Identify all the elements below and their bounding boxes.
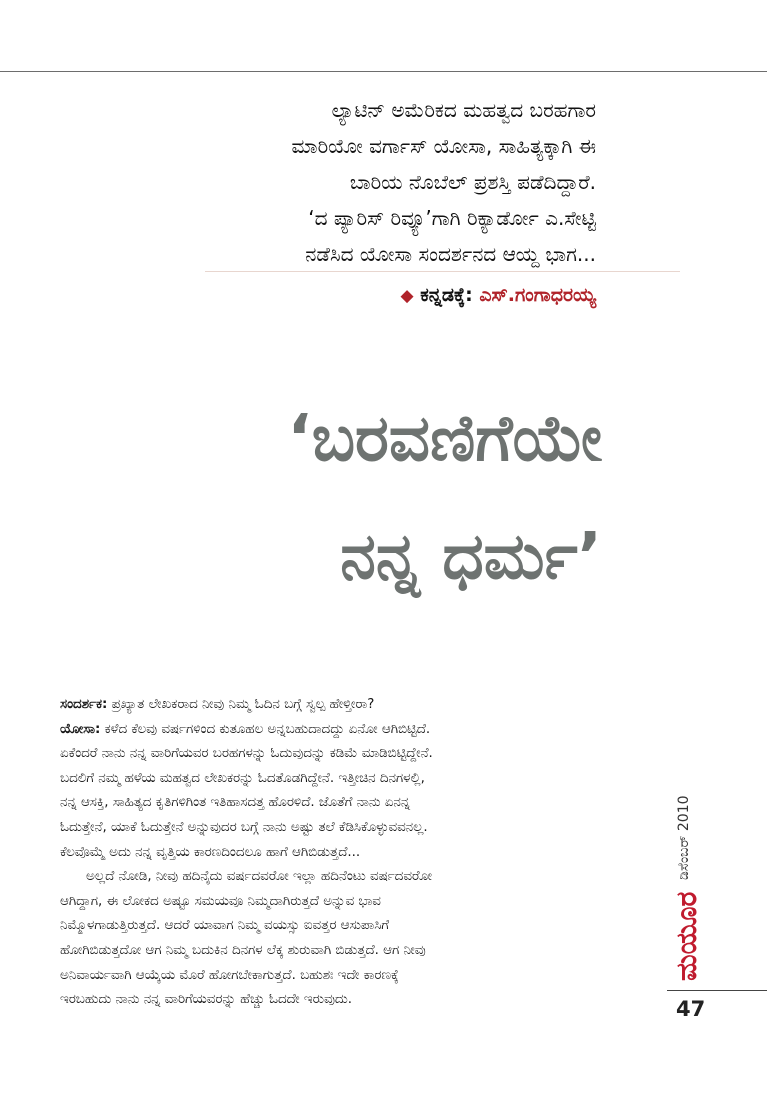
body-line: ಆಗಿದ್ದಾಗ, ಈ ಲೋಕದ ಅಷ್ಟೂ ಸಮಯವೂ ನಿಮ್ಮದಾಗಿರುತ್ತದೆ ಅನ್ನುವ ಭಾವ: [60, 893, 381, 909]
intro-line: ‘ದ ಪ್ಯಾರಿಸ್ ರಿವ್ಯೂ’ಗಾಗಿ ರಿಕ್ಯಾರ್ಡೋ ಎ.ಸೇಟ್ಟಿ: [308, 206, 596, 230]
intro-line: ಮಾರಿಯೋ ವರ್ಗಾಸ್ ಯೋಸಾ, ಸಾಹಿತ್ಯಕ್ಕಾಗಿ ಈ: [291, 134, 596, 158]
body-line: ಬದಲಿಗೆ ನಮ್ಮ ಹಳೆಯ ಮಹತ್ವದ ಲೇಖಕರನ್ನು ಓದತೊಡಗಿದ್ದೇನೆ. ಇತ್ತೀಚಿನ ದಿನಗಳಲ್ಲಿ,: [60, 770, 425, 786]
question-text: ಪ್ರಖ್ಯಾತ ಲೇಖಕರಾದ ನೀವು ನಿಮ್ಮ ಓದಿನ ಬಗ್ಗೆ ಸ್ವಲ್ಪ ಹೇಳ್ತೀರಾ?: [111, 697, 375, 712]
body-line: ಕೆಲವೊಮ್ಮೆ ಅದು ನನ್ನ ವೃತ್ತಿಯ ಕಾರಣದಿಂದಲೂ ಹಾಗೆ ಆಗಿಬಿಡುತ್ತದೆ...: [60, 844, 361, 860]
top-rule: [0, 71, 767, 72]
article-headline: [150, 380, 602, 616]
body-line: ಅನಿವಾರ್ಯವಾಗಿ ಆಯ್ಕೆಯ ಮೊರೆ ಹೋಗಬೇಕಾಗುತ್ತದೆ. ಬಹುಶಃ ಇದೇ ಕಾರಣಕ್ಕೆ: [60, 967, 399, 983]
article-body: [60, 693, 652, 1013]
intro-line: ಲ್ಯಾಟಿನ್ ಅಮೆರಿಕದ ಮಹತ್ವದ ಬರಹಗಾರ: [331, 98, 596, 122]
byline-author: ಎಸ್.ಗಂಗಾಧರಯ್ಯ: [479, 284, 596, 306]
interviewer-label: ಸಂದರ್ಶಕ:: [60, 697, 108, 712]
body-line: ಏಕೆಂದರೆ ನಾನು ನನ್ನ ವಾರಿಗೆಯವರ ಬರಹಗಳನ್ನು ಓದುವುದನ್ನು ಕಡಿಮೆ ಮಾಡಿಬಿಟ್ಟಿದ್ದೇನೆ.: [60, 746, 433, 762]
respondent-label: ಯೋಸಾ:: [60, 721, 101, 737]
body-line: ಹೋಗಿಬಿಡುತ್ತದೋ ಆಗ ನಿಮ್ಮ ಬದುಕಿನ ದಿನಗಳ ಲೆಕ್ಕ ಶುರುವಾಗಿ ಬಿಡುತ್ತದೆ. ಆಗ ನೀವು: [60, 942, 426, 958]
body-line: ಓದುತ್ತೇನೆ, ಯಾಕೆ ಓದುತ್ತೇನೆ ಅನ್ನುವುದರ ಬಗ್ಗೆ ನಾನು ಅಷ್ಟು ತಲೆ ಕೆಡಿಸಿಕೊಳ್ಳುವವನಲ್ಲ.: [60, 819, 428, 835]
translator-byline: [320, 284, 596, 306]
answer-text: ಕಳೆದ ಕೆಲವು ವರ್ಷಗಳಿಂದ ಕುತೂಹಲ ಅನ್ನಬಹುದಾದದ್ದು ಏನೋ ಆಗಿಬಿಟ್ಟಿದೆ.: [104, 721, 431, 737]
page-number-rule: [667, 990, 767, 991]
headline-line-1: ‘ಬರವಣಿಗೆಯೇ: [287, 402, 602, 476]
byline-label: ಕನ್ನಡಕ್ಕೆ:: [420, 284, 473, 306]
diamond-icon: ◆: [400, 286, 414, 306]
body-line: ಇರಬಹುದು ನಾನು ನನ್ನ ವಾರಿಗೆಯವರನ್ನು ಹೆಚ್ಚು ಓದದೇ ಇರುವುದು.: [60, 992, 353, 1008]
intro-blurb: [160, 92, 596, 272]
body-line: ಅಲ್ಲದೆ ನೋಡಿ, ನೀವು ಹದಿನೈದು ವರ್ಷದವರೋ ಇಲ್ಲಾ ಹದಿನೆಂಟು ವರ್ಷದವರೋ: [86, 869, 432, 885]
answer-line: [60, 718, 652, 743]
question-line: [60, 693, 652, 718]
page-number: 47: [676, 997, 706, 1021]
intro-divider: [205, 271, 680, 272]
issue-date: ಡಿಸೆಂಬರ್ 2010: [676, 795, 692, 880]
magazine-logo: ಮಯೂರ: [670, 891, 703, 981]
body-line: ನನ್ನ ಆಸಕ್ತಿ, ಸಾಹಿತ್ಯದ ಕೃತಿಗಳಿಗಿಂತ ಇತಿಹಾಸದತ್ತ ಹೊರಳಿದೆ. ಜೊತೆಗೆ ನಾನು ಏನನ್ನ: [60, 795, 411, 811]
intro-line: ಬಾರಿಯ ನೊಬೆಲ್ ಪ್ರಶಸ್ತಿ ಪಡೆದಿದ್ದಾರೆ.: [349, 170, 596, 194]
intro-line: ನಡೆಸಿದ ಯೋಸಾ ಸಂದರ್ಶನದ ಆಯ್ದ ಭಾಗ...: [305, 242, 596, 266]
body-line: ನಿಮ್ಮೊಳಗಾಡುತ್ತಿರುತ್ತದೆ. ಆದರೆ ಯಾವಾಗ ನಿಮ್ಮ ವಯಸ್ಸು ಐವತ್ತರ ಆಸುಪಾಸಿಗೆ: [60, 918, 390, 934]
headline-line-2: ನನ್ನ ಧರ್ಮ’: [340, 520, 602, 594]
